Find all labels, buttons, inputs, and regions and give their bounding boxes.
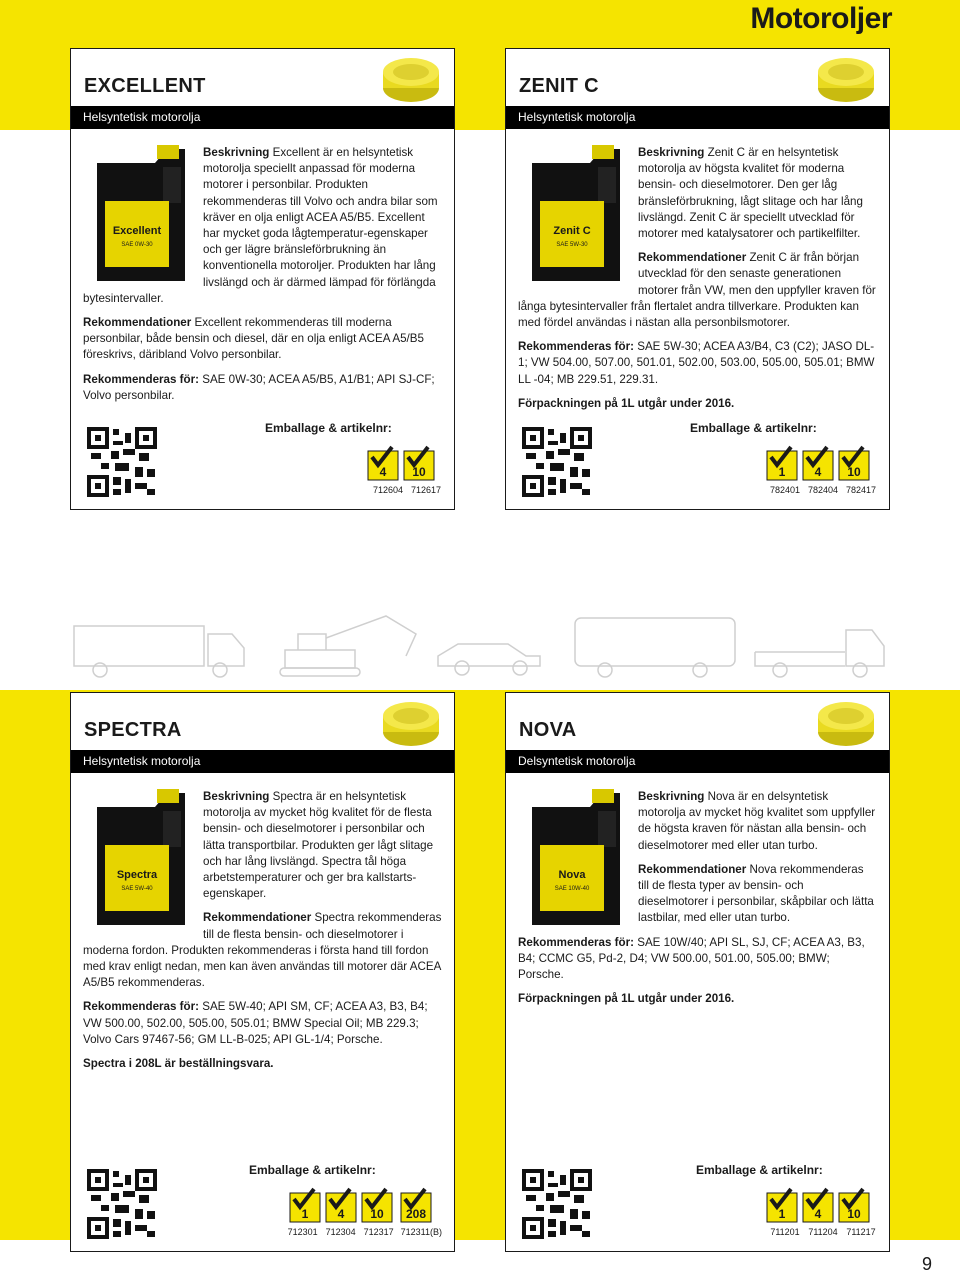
pack-size-icon: 4 (324, 1187, 358, 1223)
card-header (71, 49, 454, 106)
pack-size-icon: 10 (360, 1187, 394, 1223)
qr-code-icon[interactable] (522, 1169, 592, 1239)
packaging-note: Spectra i 208L är beställningsvara. (83, 1057, 274, 1071)
description: Beskrivning Spectra är en helsyntetisk motorolja av mycket hög kvalitet för de flesta bensin- och dieselmotorer i personbilar och lätta transportbilar. Produkten ger lågt slitage och har lång livslängd. Spectra tål höga arbetstemperaturer och ger bra kallstarts-egenskaper. (203, 790, 434, 901)
card-footer (83, 417, 442, 497)
page-number: 9 (921, 1254, 932, 1274)
product-type: Helsyntetisk motorolja (71, 106, 454, 129)
card-body (71, 773, 454, 1072)
product-card-zenit-c (505, 48, 890, 510)
oil-cap-icon (815, 52, 877, 104)
product-name: EXCELLENT (84, 75, 206, 97)
product-type: Delsyntetisk motorolja (506, 750, 889, 773)
oil-cap-icon (815, 696, 877, 748)
jug-label: Spectra (116, 869, 158, 881)
bus-icon (575, 618, 735, 677)
article-number: 711217 (846, 1227, 876, 1237)
description: Beskrivning Nova är en delsyntetisk motorolja av mycket hög kvalitet som uppfyller de högsta kraven för nästan alla bensin- och dieselmotorer med eller utan turbo. (638, 790, 876, 852)
page-title: Motoroljer (750, 2, 892, 35)
article-numbers (287, 1227, 442, 1237)
pack-sizes (765, 1187, 871, 1223)
pack-sizes (366, 445, 436, 481)
pack-size-icon: 1 (765, 1187, 799, 1223)
truck-icon (74, 626, 244, 677)
oil-jug-image (87, 145, 191, 281)
product-name: NOVA (519, 719, 577, 741)
article-number: 711201 (770, 1227, 800, 1237)
packaging-label: Emballage & artikelnr: (265, 421, 392, 435)
pack-size-icon: 10 (402, 445, 436, 481)
product-type: Helsyntetisk motorolja (506, 106, 889, 129)
packaging-label: Emballage & artikelnr: (249, 1163, 376, 1177)
product-type: Helsyntetisk motorolja (71, 750, 454, 773)
article-numbers (769, 485, 877, 495)
article-number: 711204 (808, 1227, 838, 1237)
article-number: 712301 (287, 1227, 318, 1237)
article-number: 712317 (363, 1227, 394, 1237)
pack-size-icon: 4 (801, 1187, 835, 1223)
article-number: 782417 (845, 485, 877, 495)
product-card-excellent (70, 48, 455, 510)
qr-code-icon[interactable] (522, 427, 592, 497)
article-number: 712617 (410, 485, 442, 495)
card-footer (83, 1159, 442, 1239)
article-number: 712604 (372, 485, 404, 495)
oil-jug-image (522, 145, 626, 281)
oil-cap-icon (380, 696, 442, 748)
recommended-for: Rekommenderas för: SAE 0W-30; ACEA A5/B5, A1/B1; API SJ-CF; Volvo personbilar. (83, 372, 435, 402)
description: Beskrivning Zenit C är en helsyntetisk motorolja av högsta kvalitet för moderna bensin- och dieselmotorer. Den ger låg bränsleförbrukning, lågt slitage och har lång livslängd. Zenit C är speciellt utvecklad för motorer med katalysatorer och partikelfilter. (638, 146, 863, 241)
pack-sizes (288, 1187, 436, 1223)
pack-size-icon: 1 (765, 445, 799, 481)
packaging-note: Förpackningen på 1L utgår under 2016. (518, 396, 735, 410)
packaging-note: Förpackningen på 1L utgår under 2016. (518, 992, 735, 1006)
pack-size-icon: 208 (396, 1187, 436, 1223)
article-number: 712304 (325, 1227, 356, 1237)
description: Beskrivning Excellent är en helsyntetisk motorolja speciellt anpassad för moderna motorer i personbilar. Produkten rekommenderas till Volvo och andra bilar som kräver en olja enligt ACEA A5/B5. Excellent har mycket goda lågtemperatur-egenskaper och ger lägre bränsleförbrukning än konventionella motoroljer. Produkten har lång livslängd och är därmed lämpad för förlängda bytesintervaller. (83, 146, 438, 305)
card-footer (518, 1159, 877, 1239)
pack-size-icon: 4 (366, 445, 400, 481)
card-body (506, 773, 889, 1007)
oil-jug-image (87, 789, 191, 925)
recommendations: Rekommendationer Nova rekommenderas till de flesta typer av bensin- och dieselmotorer i personbilar, skåpbilar och lätta lastbilar, med eller utan turbo. (638, 862, 874, 925)
recommendations: Rekommendationer Excellent rekommenderas till moderna personbilar, både bensin och diesel, där en olja enligt ACEA A5/B5 föreskrivs, däribland Volvo personbilar. (83, 316, 424, 362)
oil-jug-image (522, 789, 626, 925)
excavator-icon (280, 616, 416, 676)
card-footer (518, 417, 877, 497)
car-icon (438, 644, 540, 675)
vehicle-illustrations (70, 612, 890, 684)
article-number: 782401 (769, 485, 801, 495)
jug-sub: SAE 5W-40 (121, 886, 153, 892)
recommended-for: Rekommenderas för: SAE 5W-30; ACEA A3/B4, C3 (C2); JASO DL-1; VW 504.00, 507.00, 501.01, 502.00, 503.00, 505.00, 505.01; BMW LL -04; MB 229.51, 229.31. (518, 340, 875, 386)
pack-sizes (765, 445, 871, 481)
jug-sub: SAE 10W-40 (554, 886, 590, 892)
card-header (506, 49, 889, 106)
card-header (506, 693, 889, 750)
jug-sub: SAE 0W-30 (121, 242, 153, 248)
qr-code-icon[interactable] (87, 427, 157, 497)
article-number: 782404 (807, 485, 839, 495)
jug-sub: SAE 5W-30 (556, 242, 588, 248)
qr-code-icon[interactable] (87, 1169, 157, 1239)
jug-label: Nova (558, 869, 586, 881)
packaging-label: Emballage & artikelnr: (696, 1163, 823, 1177)
product-name: SPECTRA (84, 719, 182, 741)
article-number: 712311(B) (400, 1227, 442, 1237)
product-name: ZENIT C (519, 75, 599, 97)
product-card-nova (505, 692, 890, 1252)
card-body (71, 129, 454, 404)
flatbed-truck-icon (755, 630, 884, 677)
recommended-for: Rekommenderas för: SAE 5W-40; API SM, CF; ACEA A3, B3, B4; VW 500.00, 502.00, 505.00, 505.01; BMW Special Oil; MB 229.3; Volvo Cars 97467-56; GM LL-B-025; API GL-1/4; Porsche. (83, 1000, 428, 1046)
jug-label: Zenit C (553, 225, 591, 237)
card-header (71, 693, 454, 750)
pack-size-icon: 1 (288, 1187, 322, 1223)
jug-label: Excellent (112, 225, 162, 237)
packaging-label: Emballage & artikelnr: (690, 421, 817, 435)
pack-size-icon: 10 (837, 1187, 871, 1223)
recommendations: Rekommendationer Spectra rekommenderas till de flesta bensin- och dieselmotorer i moderna fordon. Produkten rekommenderas i första hand till fordon med krav enligt nedan, men kan även användas till motorer där ACEA A5/B5 rekommenderas. (83, 911, 442, 990)
article-numbers (372, 485, 442, 495)
pack-size-icon: 4 (801, 445, 835, 481)
recommended-for: Rekommenderas för: SAE 10W/40; API SL, SJ, CF; ACEA A3, B3, B4; CCMC G5, Pd-2, D4; VW 500.00, 501.00, 505.00; BMW; Porsche. (518, 935, 865, 982)
recommendations: Rekommendationer Zenit C är från början utvecklad för den senaste generationen motorer från VW, men den uppfyller kraven för långa bytesintervaller från flertalet andra tillverkare. Produkten kan med fördel användas i nästan alla personbilsmotorer. (518, 251, 876, 330)
article-numbers (769, 1227, 877, 1237)
card-body (506, 129, 889, 412)
oil-cap-icon (380, 52, 442, 104)
pack-size-icon: 10 (837, 445, 871, 481)
product-card-spectra (70, 692, 455, 1252)
